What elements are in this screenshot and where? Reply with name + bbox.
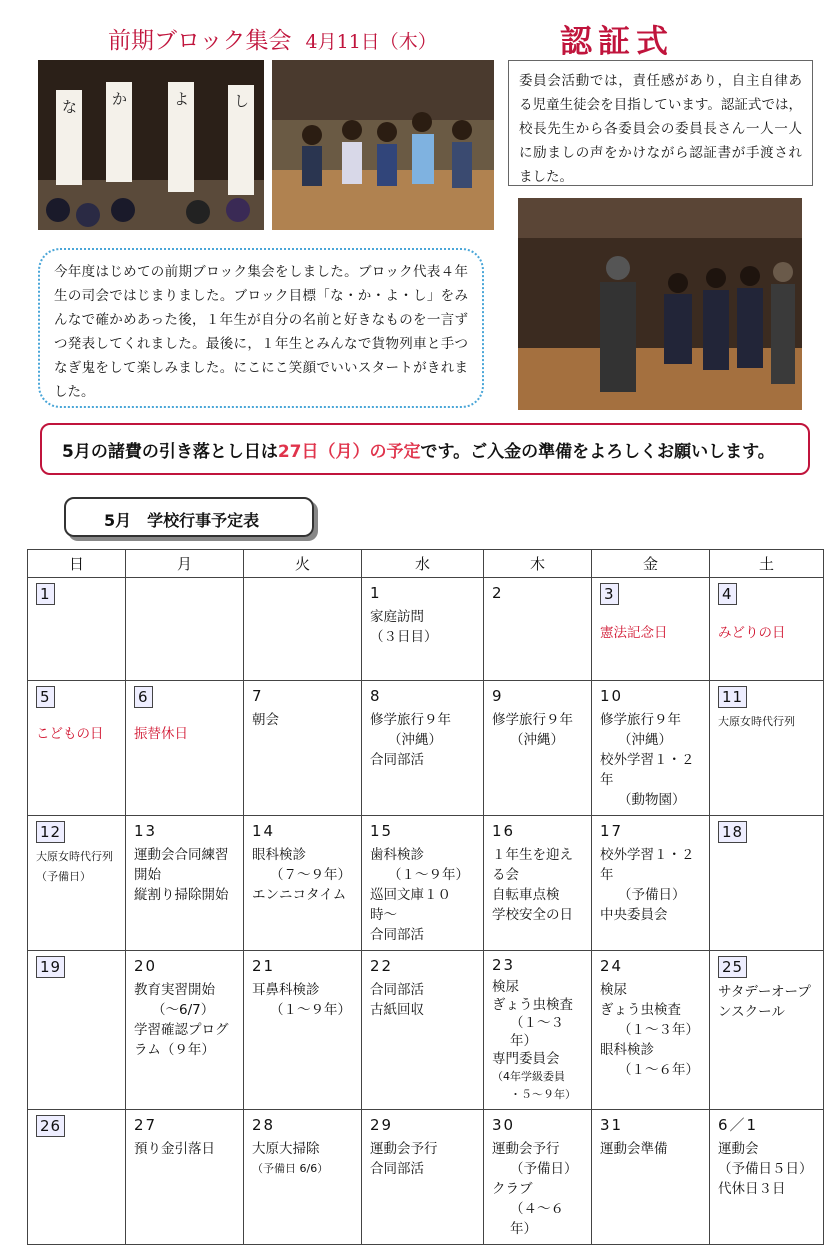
day-number: 7	[252, 687, 264, 705]
event: 教育実習開始	[134, 982, 215, 998]
calendar-week	[28, 816, 824, 951]
event: 修学旅行９年	[600, 712, 681, 728]
schedule-calendar	[27, 549, 824, 1245]
day-cell	[710, 1110, 824, 1245]
day-cell	[28, 951, 126, 1110]
payment-notice	[40, 423, 810, 475]
event: （１〜９年）	[388, 867, 469, 883]
day-number: 21	[252, 957, 276, 975]
assembly-description: 今年度はじめての前期ブロック集会をしました。ブロック代表４年生の司会ではじまりました。ブロック目標「な・か・よ・し」をみんなで確かめあった後，１年生が自分の名前と好きなものを一言ずつ発表してくれました。最後に，１年生とみんなで貨物列車と手つなぎ鬼をして楽しみました。にこにこ笑顔でいいスタートがきれました。	[38, 248, 484, 408]
holiday: 振替休日	[134, 726, 188, 742]
event: 合同部活	[370, 982, 424, 998]
event: 専門委員会	[492, 1051, 560, 1067]
event: 代休日３日	[718, 1181, 786, 1197]
event: １年生を迎える会	[492, 847, 573, 883]
event: （沖縄）	[618, 732, 672, 748]
ceremony-photo	[518, 198, 802, 410]
ceremony-title: 認証式	[560, 22, 675, 60]
calendar-week	[28, 681, 824, 816]
notice-text-before: 5月の諸費の引き落とし日は	[62, 442, 278, 462]
assembly-date: 4月11日（木）	[305, 31, 437, 53]
assembly-title	[108, 22, 437, 55]
day-cell	[484, 681, 592, 816]
event: 眼科検診	[252, 847, 306, 863]
day-number: 1	[370, 584, 382, 602]
weekday-fri: 金	[592, 550, 710, 578]
event: 大原女時代行列	[36, 850, 113, 863]
event: （３日目）	[370, 629, 438, 645]
day-cell	[592, 951, 710, 1110]
event: エンニコタイム	[252, 887, 347, 903]
weekday-header-row	[28, 550, 824, 578]
event: 預り金引落日	[134, 1141, 215, 1157]
event: 家庭訪問	[370, 609, 424, 625]
assembly-photo-train	[272, 60, 494, 230]
day-number: 1	[36, 583, 117, 605]
calendar-title: 5月 学校行事予定表	[64, 497, 314, 537]
day-cell	[710, 816, 824, 951]
event: 眼科検診	[600, 1042, 654, 1058]
event: 歯科検診	[370, 847, 424, 863]
calendar-week	[28, 578, 824, 681]
event: （予備日）	[618, 887, 686, 903]
event: クラブ	[492, 1181, 533, 1197]
day-number: 2	[492, 584, 504, 602]
day-number: 5	[36, 686, 117, 708]
day-cell	[244, 951, 362, 1110]
day-cell	[244, 1110, 362, 1245]
day-cell	[244, 578, 362, 681]
event: 校外学習１・２年	[600, 752, 695, 788]
day-cell	[484, 951, 592, 1110]
banner-char: し	[234, 92, 250, 110]
event: （動物園）	[618, 792, 686, 808]
day-number: 16	[492, 822, 516, 840]
day-number: 18	[718, 821, 815, 843]
event: 巡回文庫１０時〜	[370, 887, 451, 923]
event: （予備日）	[510, 1161, 578, 1177]
day-number: 26	[36, 1115, 117, 1137]
event: （１〜９年）	[270, 1002, 351, 1018]
ceremony-description: 委員会活動では，責任感があり，自主自律ある児童生徒会を目指しています。認証式では，校長先生から各委員会の委員長さん一人一人に励ましの声をかけながら認証書が手渡されました。	[508, 60, 813, 186]
event: 朝会	[252, 712, 279, 728]
event: （４〜６年）	[510, 1201, 564, 1237]
event: （１〜６年）	[618, 1062, 699, 1078]
event: ・５〜９年）	[510, 1088, 576, 1101]
day-number: 15	[370, 822, 394, 840]
event: 大原大掃除	[252, 1141, 320, 1157]
event: ぎょう虫検査	[600, 1002, 681, 1018]
day-number: 22	[370, 957, 394, 975]
holiday: みどりの日	[718, 625, 786, 641]
day-number: 25	[718, 956, 815, 978]
weekday-wed: 水	[362, 550, 484, 578]
event: （予備日 6/6）	[252, 1162, 329, 1175]
weekday-thu: 木	[484, 550, 592, 578]
day-cell	[28, 578, 126, 681]
banner-char: か	[112, 90, 128, 108]
event: 検尿	[492, 979, 519, 995]
event: 開始	[134, 867, 161, 883]
event: 学習確認プログラム（９年）	[134, 1022, 229, 1058]
day-cell	[592, 578, 710, 681]
day-number: 11	[718, 686, 815, 708]
event: （７〜９年）	[270, 867, 351, 883]
day-number: 31	[600, 1116, 624, 1134]
day-number: 9	[492, 687, 504, 705]
day-cell	[28, 1110, 126, 1245]
day-cell	[126, 578, 244, 681]
day-number: 20	[134, 957, 158, 975]
day-number: 29	[370, 1116, 394, 1134]
assembly-photo-banners	[38, 60, 264, 230]
notice-text-after: です。ご入金の準備をよろしくお願いします。	[420, 442, 775, 462]
event: 合同部活	[370, 927, 424, 943]
event: 運動会準備	[600, 1141, 668, 1157]
event: 合同部活	[370, 1161, 424, 1177]
day-cell	[362, 951, 484, 1110]
day-number: 6／1	[718, 1116, 759, 1134]
event: 修学旅行９年	[370, 712, 451, 728]
day-cell	[126, 1110, 244, 1245]
day-cell	[484, 578, 592, 681]
event: （沖縄）	[388, 732, 442, 748]
event: 検尿	[600, 982, 627, 998]
day-cell	[244, 816, 362, 951]
event: （１〜３年）	[618, 1022, 699, 1038]
notice-highlight: 27日（月）の予定	[277, 442, 421, 462]
day-cell	[126, 816, 244, 951]
banner-char: よ	[174, 90, 190, 108]
event: （沖縄）	[510, 732, 564, 748]
event: 運動会予行	[370, 1141, 438, 1157]
weekday-tue: 火	[244, 550, 362, 578]
holiday: こどもの日	[36, 726, 104, 742]
event: （予備日）	[36, 870, 91, 883]
day-cell	[484, 1110, 592, 1245]
day-number: 13	[134, 822, 158, 840]
day-cell	[362, 578, 484, 681]
event: 運動会合同練習	[134, 847, 229, 863]
day-number: 6	[134, 686, 235, 708]
day-cell	[710, 951, 824, 1110]
day-number: 28	[252, 1116, 276, 1134]
day-number: 8	[370, 687, 382, 705]
event: 自転車点検	[492, 887, 560, 903]
event: 運動会	[718, 1141, 759, 1157]
day-cell	[484, 816, 592, 951]
weekday-mon: 月	[126, 550, 244, 578]
event: 縦割り掃除開始	[134, 887, 229, 903]
day-number: 10	[600, 687, 624, 705]
event: 大原女時代行列	[718, 715, 795, 728]
event: （4年学級委員	[492, 1070, 565, 1083]
day-number: 23	[492, 956, 516, 974]
event: 運動会予行	[492, 1141, 560, 1157]
day-cell	[592, 816, 710, 951]
banner-char: な	[62, 98, 78, 116]
day-cell	[710, 578, 824, 681]
day-cell	[592, 681, 710, 816]
day-number: 12	[36, 821, 117, 843]
day-cell	[362, 1110, 484, 1245]
day-cell	[126, 951, 244, 1110]
day-cell	[126, 681, 244, 816]
day-cell	[28, 681, 126, 816]
day-cell	[592, 1110, 710, 1245]
weekday-sat: 土	[710, 550, 824, 578]
day-number: 30	[492, 1116, 516, 1134]
event: 中央委員会	[600, 907, 668, 923]
day-number: 27	[134, 1116, 158, 1134]
day-cell	[244, 681, 362, 816]
calendar-week	[28, 951, 824, 1110]
day-number: 14	[252, 822, 276, 840]
day-cell	[362, 681, 484, 816]
event: 学校安全の日	[492, 907, 573, 923]
weekday-sun: 日	[28, 550, 126, 578]
day-cell	[710, 681, 824, 816]
day-number: 17	[600, 822, 624, 840]
day-number: 4	[718, 583, 815, 605]
event: 合同部活	[370, 752, 424, 768]
assembly-title-text: 前期ブロック集会	[108, 28, 292, 54]
event: 古紙回収	[370, 1002, 424, 1018]
calendar-week	[28, 1110, 824, 1245]
day-number: 3	[600, 583, 701, 605]
event: 修学旅行９年	[492, 712, 573, 728]
event: ぎょう虫検査	[492, 997, 573, 1013]
event: 耳鼻科検診	[252, 982, 320, 998]
event: （１〜３年）	[510, 1015, 564, 1049]
day-number: 19	[36, 956, 117, 978]
holiday: 憲法記念日	[600, 625, 668, 641]
day-cell	[362, 816, 484, 951]
event: 校外学習１・２年	[600, 847, 695, 883]
event: サタデーオープンスクール	[718, 984, 811, 1020]
event: （予備日５日）	[718, 1161, 813, 1177]
event: （〜6/7）	[152, 1002, 215, 1018]
day-number: 24	[600, 957, 624, 975]
day-cell	[28, 816, 126, 951]
